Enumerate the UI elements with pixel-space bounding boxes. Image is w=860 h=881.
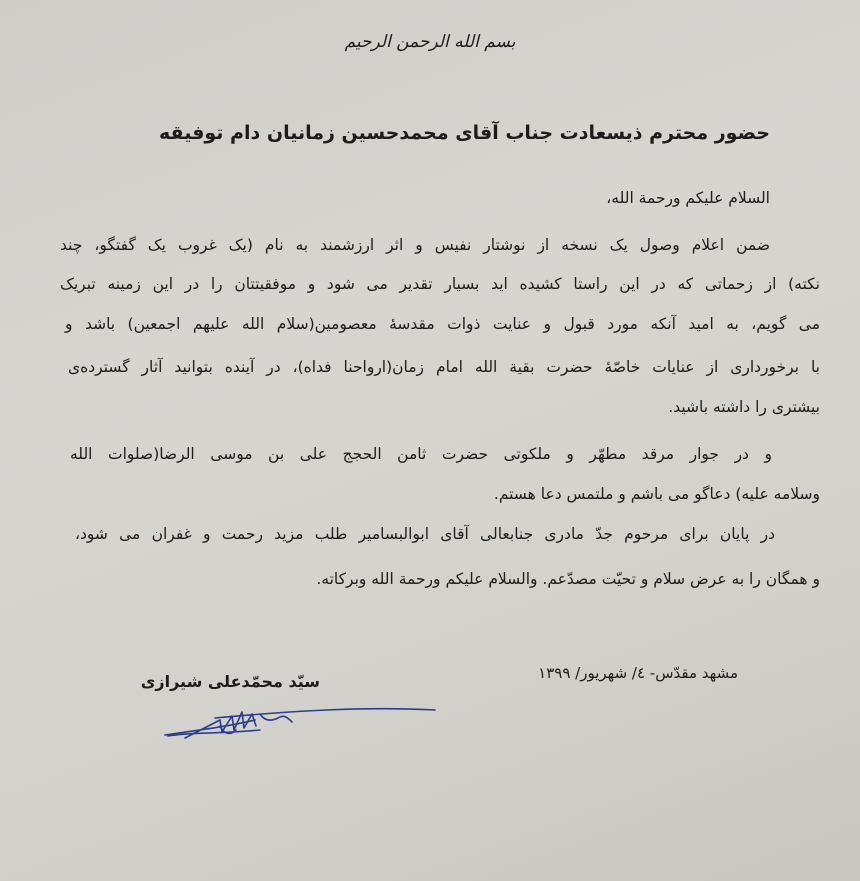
paragraph3-line: و همگان را به عرض سلام و تحیّت مصدّعم. والسلام علیکم ورحمة الله وبرکاته. bbox=[316, 570, 820, 588]
handwritten-signature-icon bbox=[160, 690, 440, 750]
paragraph1-line: با برخورداری از عنایات خاصّهٔ حضرت بقیة الله امام زمان(ارواحنا فداه)، در آینده بتوانید آثار گسترده‌ی bbox=[68, 358, 820, 376]
basmala-heading: بسم الله الرحمن الرحیم bbox=[344, 32, 516, 52]
paragraph1-line: نکته) از زحماتی که در این راستا کشیده اید بسیار تقدیر می شود و موفقیتتان را در این زمینه تبریک bbox=[60, 275, 820, 293]
signer-name: سیّد محمّدعلی شیرازی bbox=[140, 672, 320, 691]
addressee-line: حضور محترم ذیسعادت جناب آقای محمدحسین زمانیان دام توفیقه bbox=[159, 122, 770, 144]
paragraph1-line: ضمن اعلام وصول یک نسخه از نوشتار نفیس و اثر ارزشمند به نام (یک غروب یک گفتگو، چند bbox=[60, 236, 770, 254]
paragraph1-line: می گویم، به امید آنکه مورد قبول و عنایت ذوات مقدسهٔ معصومین(سلام الله علیهم اجمعین) باشد و bbox=[65, 315, 820, 333]
paragraph3-line: در پایان برای مرحوم جدّ مادری جنابعالی آقای ابوالبسامیر طلب مزید رحمت و غفران می شود، bbox=[75, 525, 775, 543]
paragraph1-line: بیشتری را داشته باشید. bbox=[668, 398, 820, 416]
greeting: السلام علیکم ورحمة الله، bbox=[606, 189, 770, 207]
place-and-date: مشهد مقدّس- ٤/ شهریور/ ١٣٩٩ bbox=[538, 664, 738, 682]
paragraph2-line: و در جوار مرقد مطهّر و ملکوتی حضرت ثامن الحجج علی بن موسی الرضا(صلوات الله bbox=[70, 445, 772, 463]
paragraph2-line: وسلامه علیه) دعاگو می باشم و ملتمس دعا هستم. bbox=[493, 485, 820, 503]
